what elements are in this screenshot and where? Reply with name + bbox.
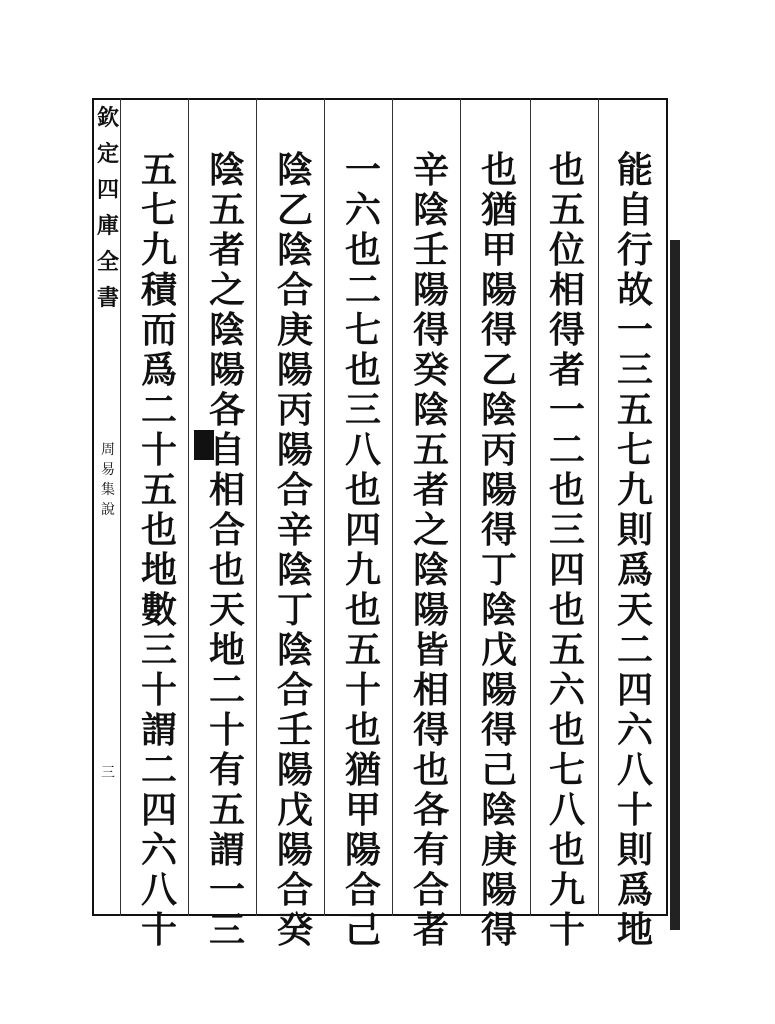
glyph: 十 (548, 909, 585, 951)
glyph: 者 (208, 229, 245, 271)
glyph: 四 (548, 549, 585, 591)
glyph: 也 (412, 749, 449, 791)
glyph: 丙 (276, 389, 313, 431)
glyph: 得 (480, 709, 517, 751)
glyph: 陰 (208, 309, 245, 351)
glyph: 八 (140, 869, 177, 911)
glyph: 九 (616, 469, 653, 511)
glyph: 一 (616, 309, 653, 351)
glyph: 四 (140, 789, 177, 831)
column-rule (530, 98, 531, 916)
glyph: 合 (276, 669, 313, 711)
glyph: 得 (412, 709, 449, 751)
glyph: 也 (344, 229, 381, 271)
glyph: 陽 (276, 349, 313, 391)
glyph: 癸 (412, 349, 449, 391)
glyph: 陽 (276, 829, 313, 871)
glyph: 得 (480, 909, 517, 951)
glyph: 也 (548, 589, 585, 631)
glyph: 也 (548, 829, 585, 871)
glyph: 九 (140, 229, 177, 271)
glyph: 行 (616, 229, 653, 271)
glyph: 六 (140, 829, 177, 871)
glyph: 辛 (412, 149, 449, 191)
glyph: 得 (412, 309, 449, 351)
glyph: 七 (344, 309, 381, 351)
glyph: 陰 (276, 629, 313, 671)
glyph: 六 (548, 669, 585, 711)
glyph: 相 (412, 669, 449, 711)
margin-column (96, 100, 120, 316)
glyph: 積 (140, 269, 177, 311)
glyph: 得 (480, 309, 517, 351)
glyph: 相 (208, 469, 245, 511)
glyph: 也 (344, 589, 381, 631)
glyph: 合 (412, 869, 449, 911)
glyph: 陰 (276, 149, 313, 191)
glyph: 則 (616, 509, 653, 551)
glyph: 六 (616, 709, 653, 751)
column-rule (460, 98, 461, 916)
text-column-5 (338, 150, 388, 950)
glyph: 丁 (480, 549, 517, 591)
glyph: 自 (208, 429, 245, 471)
glyph: 甲 (344, 789, 381, 831)
glyph: 一 (344, 149, 381, 191)
glyph: 一 (208, 869, 245, 911)
glyph: 也 (480, 149, 517, 191)
glyph: 五 (412, 429, 449, 471)
series-title (96, 100, 120, 316)
glyph: 一 (548, 389, 585, 431)
glyph: 四 (616, 669, 653, 711)
glyph: 四 (344, 509, 381, 551)
glyph: 三 (140, 629, 177, 671)
glyph: 陰 (276, 549, 313, 591)
text-column-6 (270, 150, 320, 950)
glyph: 陽 (276, 429, 313, 471)
glyph: 陽 (276, 749, 313, 791)
glyph: 陰 (480, 589, 517, 631)
glyph: 有 (208, 749, 245, 791)
glyph: 壬 (412, 229, 449, 271)
glyph: 欽 (96, 105, 119, 131)
glyph: 五 (548, 629, 585, 671)
glyph: 天 (208, 589, 245, 631)
glyph: 能 (616, 149, 653, 191)
glyph: 陰 (480, 789, 517, 831)
glyph: 五 (616, 389, 653, 431)
glyph: 陰 (412, 389, 449, 431)
glyph: 陰 (208, 149, 245, 191)
glyph: 七 (616, 429, 653, 471)
glyph: 陰 (276, 229, 313, 271)
glyph: 八 (616, 749, 653, 791)
column-rule (598, 98, 599, 916)
glyph: 六 (344, 189, 381, 231)
glyph: 集 (101, 482, 115, 498)
text-column-2 (542, 150, 592, 950)
glyph: 丁 (276, 589, 313, 631)
glyph: 二 (140, 389, 177, 431)
glyph: 九 (344, 549, 381, 591)
glyph: 三 (208, 909, 245, 951)
glyph: 爲 (616, 549, 653, 591)
glyph: 十 (616, 789, 653, 831)
glyph: 五 (548, 189, 585, 231)
glyph: 七 (140, 189, 177, 231)
glyph: 也 (208, 549, 245, 591)
glyph: 也 (344, 349, 381, 391)
glyph: 陰 (412, 549, 449, 591)
glyph: 九 (548, 869, 585, 911)
glyph: 得 (548, 309, 585, 351)
glyph: 陽 (412, 589, 449, 631)
glyph: 各 (412, 789, 449, 831)
glyph: 合 (276, 469, 313, 511)
glyph: 陽 (208, 349, 245, 391)
glyph: 地 (208, 629, 245, 671)
glyph: 甲 (480, 229, 517, 271)
glyph: 二 (140, 749, 177, 791)
glyph: 則 (616, 829, 653, 871)
glyph: 戊 (480, 629, 517, 671)
glyph: 皆 (412, 629, 449, 671)
glyph: 合 (344, 869, 381, 911)
text-column-3 (474, 150, 524, 950)
glyph: 爲 (140, 349, 177, 391)
glyph: 得 (480, 509, 517, 551)
glyph: 故 (616, 269, 653, 311)
glyph: 陰 (412, 189, 449, 231)
glyph: 十 (344, 669, 381, 711)
glyph: 五 (208, 789, 245, 831)
glyph: 五 (140, 469, 177, 511)
glyph: 之 (412, 509, 449, 551)
glyph: 辛 (276, 509, 313, 551)
glyph: 者 (412, 469, 449, 511)
glyph: 三 (344, 389, 381, 431)
glyph: 周 (101, 442, 115, 458)
glyph: 合 (276, 269, 313, 311)
glyph: 二 (548, 429, 585, 471)
glyph: 也 (140, 509, 177, 551)
column-rule (324, 98, 325, 916)
glyph: 者 (412, 909, 449, 951)
glyph: 猶 (480, 189, 517, 231)
text-column-7 (202, 150, 252, 950)
glyph: 四 (96, 177, 119, 203)
glyph: 而 (140, 309, 177, 351)
column-rule (256, 98, 257, 916)
glyph: 陽 (480, 669, 517, 711)
glyph: 乙 (480, 349, 517, 391)
glyph: 自 (616, 189, 653, 231)
column-rule (120, 98, 121, 916)
glyph: 書 (96, 285, 119, 311)
text-column-8 (134, 150, 184, 950)
glyph: 陽 (412, 269, 449, 311)
glyph: 陽 (480, 869, 517, 911)
glyph: 也 (548, 469, 585, 511)
glyph: 謂 (140, 709, 177, 751)
glyph: 十 (140, 669, 177, 711)
glyph: 丙 (480, 429, 517, 471)
glyph: 八 (548, 789, 585, 831)
glyph: 爲 (616, 869, 653, 911)
glyph: 三 (548, 509, 585, 551)
glyph: 地 (616, 909, 653, 951)
book-title (96, 440, 120, 520)
glyph: 二 (208, 669, 245, 711)
glyph: 癸 (276, 909, 313, 951)
glyph: 合 (276, 869, 313, 911)
glyph: 己 (344, 909, 381, 951)
glyph: 猶 (344, 749, 381, 791)
glyph: 十 (140, 429, 177, 471)
right-edge-band (670, 240, 680, 930)
glyph: 二 (616, 629, 653, 671)
glyph: 位 (548, 229, 585, 271)
glyph: 也 (344, 709, 381, 751)
glyph: 數 (140, 589, 177, 631)
glyph: 陽 (344, 829, 381, 871)
column-rule (392, 98, 393, 916)
glyph: 定 (96, 141, 119, 167)
glyph: 乙 (276, 189, 313, 231)
glyph: 庫 (96, 213, 119, 239)
glyph: 三 (616, 349, 653, 391)
glyph: 七 (548, 749, 585, 791)
glyph: 十 (140, 909, 177, 951)
glyph: 合 (208, 509, 245, 551)
glyph: 二 (344, 269, 381, 311)
glyph: 也 (344, 469, 381, 511)
glyph: 也 (548, 709, 585, 751)
glyph: 庚 (480, 829, 517, 871)
glyph: 五 (208, 189, 245, 231)
page-number: 三 (101, 765, 115, 781)
glyph: 陽 (480, 269, 517, 311)
glyph: 各 (208, 389, 245, 431)
glyph: 之 (208, 269, 245, 311)
glyph: 陽 (480, 469, 517, 511)
glyph: 謂 (208, 829, 245, 871)
glyph: 天 (616, 589, 653, 631)
glyph: 五 (140, 149, 177, 191)
glyph: 有 (412, 829, 449, 871)
glyph: 戊 (276, 789, 313, 831)
text-column-4 (406, 150, 456, 950)
glyph: 相 (548, 269, 585, 311)
glyph: 八 (344, 429, 381, 471)
glyph: 也 (548, 149, 585, 191)
column-rule (188, 98, 189, 916)
glyph: 說 (101, 502, 115, 518)
glyph: 十 (208, 709, 245, 751)
glyph: 全 (96, 249, 119, 275)
glyph: 己 (480, 749, 517, 791)
glyph: 者 (548, 349, 585, 391)
glyph: 壬 (276, 709, 313, 751)
glyph: 地 (140, 549, 177, 591)
glyph: 陰 (480, 389, 517, 431)
glyph: 五 (344, 629, 381, 671)
glyph: 庚 (276, 309, 313, 351)
glyph: 易 (101, 462, 115, 478)
text-column-1 (610, 150, 660, 950)
